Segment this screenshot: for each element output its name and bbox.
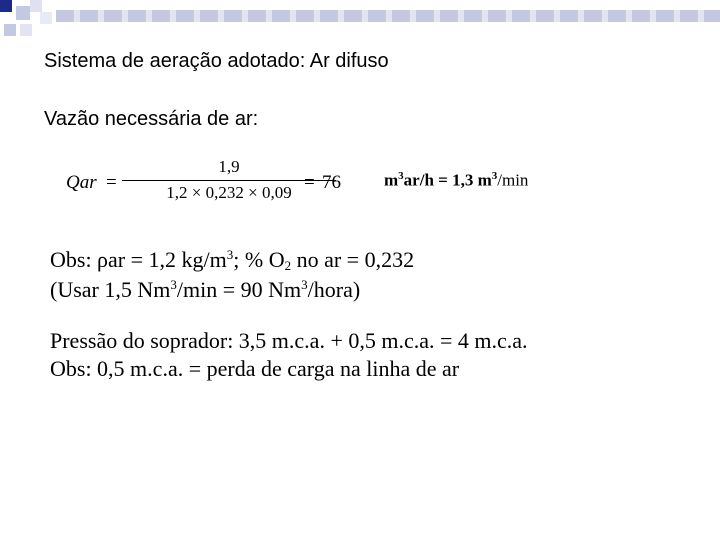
formula-result: 76 bbox=[322, 172, 341, 193]
obs2-a-sup: 3 bbox=[170, 277, 177, 292]
decor-square bbox=[20, 24, 32, 36]
obs1-c: no ar = 0,232 bbox=[291, 247, 415, 272]
decor-band bbox=[56, 10, 720, 22]
obs1-b: ; % O bbox=[233, 247, 285, 272]
formula-denominator: 1,2 × 0,232 × 0,09 bbox=[166, 183, 292, 202]
formula-equals-2: = bbox=[304, 172, 315, 193]
blower-pressure-line: Pressão do soprador: 3,5 m.c.a. + 0,5 m.c.a. = 4 m.c.a. bbox=[50, 328, 528, 353]
air-flow-label: Vazão necessária de ar: bbox=[44, 108, 259, 130]
decor-square bbox=[30, 0, 42, 12]
formula-equals: = bbox=[106, 172, 117, 193]
obs2-b: /min = 90 Nm bbox=[176, 277, 302, 302]
decor-square bbox=[16, 6, 30, 20]
obs2-a: (Usar 1,5 Nm bbox=[50, 277, 171, 302]
unit-exp: 3 bbox=[398, 170, 404, 182]
formula-numerator: 1,9 bbox=[218, 157, 240, 176]
obs1-a-sup: 3 bbox=[226, 247, 234, 262]
air-flow-formula bbox=[66, 157, 529, 210]
obs1-b-sub: 2 bbox=[284, 258, 292, 273]
obs-usage-line bbox=[50, 270, 360, 305]
unit-exp-2: 3 bbox=[491, 170, 498, 182]
formula-unit bbox=[384, 170, 528, 191]
unit-pre: m bbox=[384, 170, 399, 190]
obs1-a: Obs: ρar = 1,2 kg/m bbox=[50, 247, 227, 272]
unit-post: /min bbox=[497, 170, 529, 190]
obs2-b-sup: 3 bbox=[301, 277, 308, 292]
obs2-c: /hora) bbox=[307, 277, 361, 302]
formula-lhs: Qar bbox=[66, 172, 97, 193]
decor-square bbox=[40, 12, 52, 24]
head-loss-line: Obs: 0,5 m.c.a. = perda de carga na linha de ar bbox=[50, 356, 460, 381]
decor-square bbox=[4, 24, 16, 36]
aeration-system-line: Sistema de aeração adotado: Ar difuso bbox=[44, 50, 389, 72]
unit-mid: ar/h = 1,3 m bbox=[403, 170, 492, 190]
decor-square bbox=[0, 0, 12, 12]
decorative-header bbox=[0, 0, 720, 40]
